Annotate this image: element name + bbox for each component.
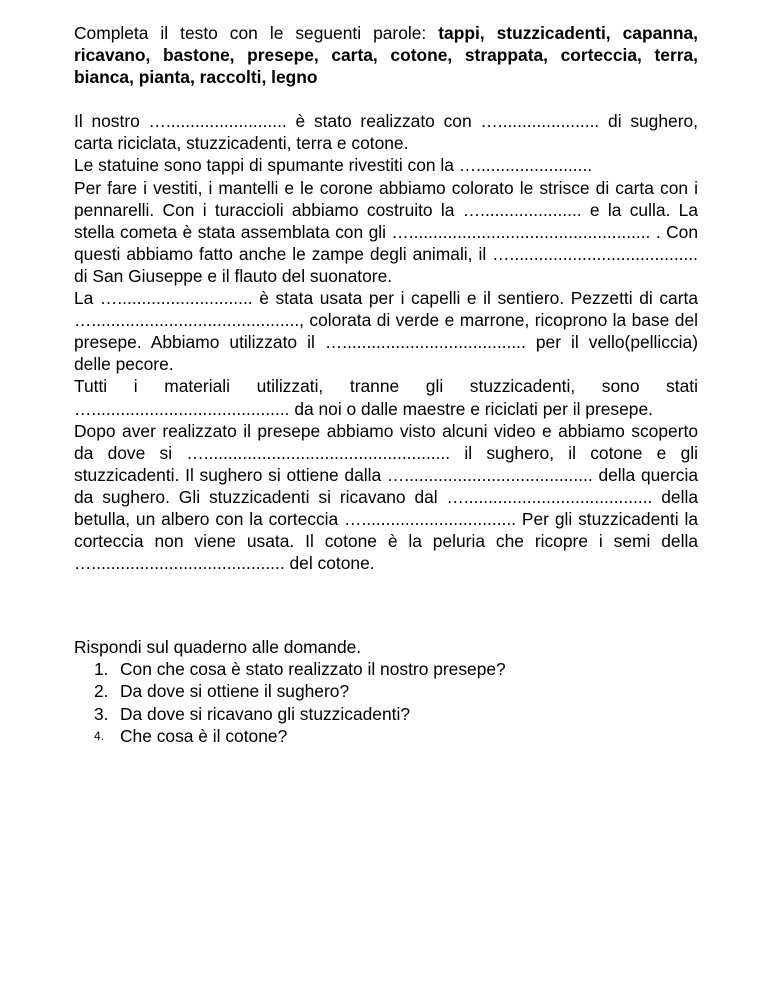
question-text: Da dove si ricavano gli stuzzicadenti? bbox=[120, 703, 410, 724]
question-text: Che cosa è il cotone? bbox=[120, 725, 288, 746]
paragraph: Per fare i vestiti, i mantelli e le corone abbiamo colorato le strisce di carta con i pennarelli. Con i turaccioli abbiamo costruito la …..................... e la culla. La stella cometa è stata assemblata con gli ….................................................. . Con questi abbiamo fatto anche le zampe degli animali, il …....................................... di San Giuseppe e il flauto del suonatore. bbox=[74, 177, 698, 286]
list-item bbox=[94, 658, 698, 680]
list-item bbox=[94, 703, 698, 725]
question-number: 4. bbox=[94, 728, 105, 743]
paragraph: Il nostro …......................... è stato realizzato con …..................... di sughero, carta riciclata, stuzzicadenti, terra e cotone. bbox=[74, 111, 698, 154]
paragraph: Le statuine sono tappi di spumante rivestiti con la …........................ bbox=[74, 155, 593, 176]
question-number: 2. bbox=[94, 681, 109, 702]
questions-heading: Rispondi sul quaderno alle domande. bbox=[74, 637, 362, 658]
worksheet bbox=[74, 22, 698, 747]
paragraph: Tutti i materiali utilizzati, tranne gli stuzzicadenti, sono stati …......................................... da noi o dalle maestre e riciclati per il presepe. bbox=[74, 376, 698, 419]
question-number: 3. bbox=[94, 703, 109, 724]
paragraph: Dopo aver realizzato il presepe abbiamo visto alcuni video e abbiamo scoperto da dove si …................................................... il sughero, il cotone e gli stuzzicadenti. Il sughero si ottiene dalla …....................................... della quercia da sughero. Gli stuzzicadenti si ricavano dal …....................................... della betulla, un albero con la corteccia …................................ Per gli stuzzicadenti la corteccia non viene usata. Il cotone è la peluria che ricopre i semi della …........................................ del cotone. bbox=[74, 420, 698, 574]
list-item bbox=[94, 725, 698, 747]
questions-section bbox=[74, 636, 698, 746]
question-text: Con che cosa è stato realizzato il nostro presepe? bbox=[120, 659, 506, 680]
word-bank: tappi, stuzzicadenti, capanna, ricavano, bastone, presepe, carta, cotone, strappata, corteccia, terra, bianca, pianta, raccolti, legno bbox=[74, 23, 698, 88]
cloze-text bbox=[74, 110, 698, 574]
list-item bbox=[94, 680, 698, 702]
question-text: Da dove si ottiene il sughero? bbox=[120, 681, 350, 702]
paragraph: La …............................ è stata usata per i capelli e il sentiero. Pezzetti di carta …..........................................., colorata di verde e marrone, ricoprono la base del presepe. Abbiamo utilizzato il …...................................... per il vello(pelliccia) delle pecore. bbox=[74, 288, 698, 375]
instructions bbox=[74, 22, 698, 88]
instructions-lead: Completa il testo con le seguenti parole: bbox=[74, 23, 439, 43]
question-number: 1. bbox=[94, 659, 109, 680]
questions-list bbox=[74, 658, 698, 746]
